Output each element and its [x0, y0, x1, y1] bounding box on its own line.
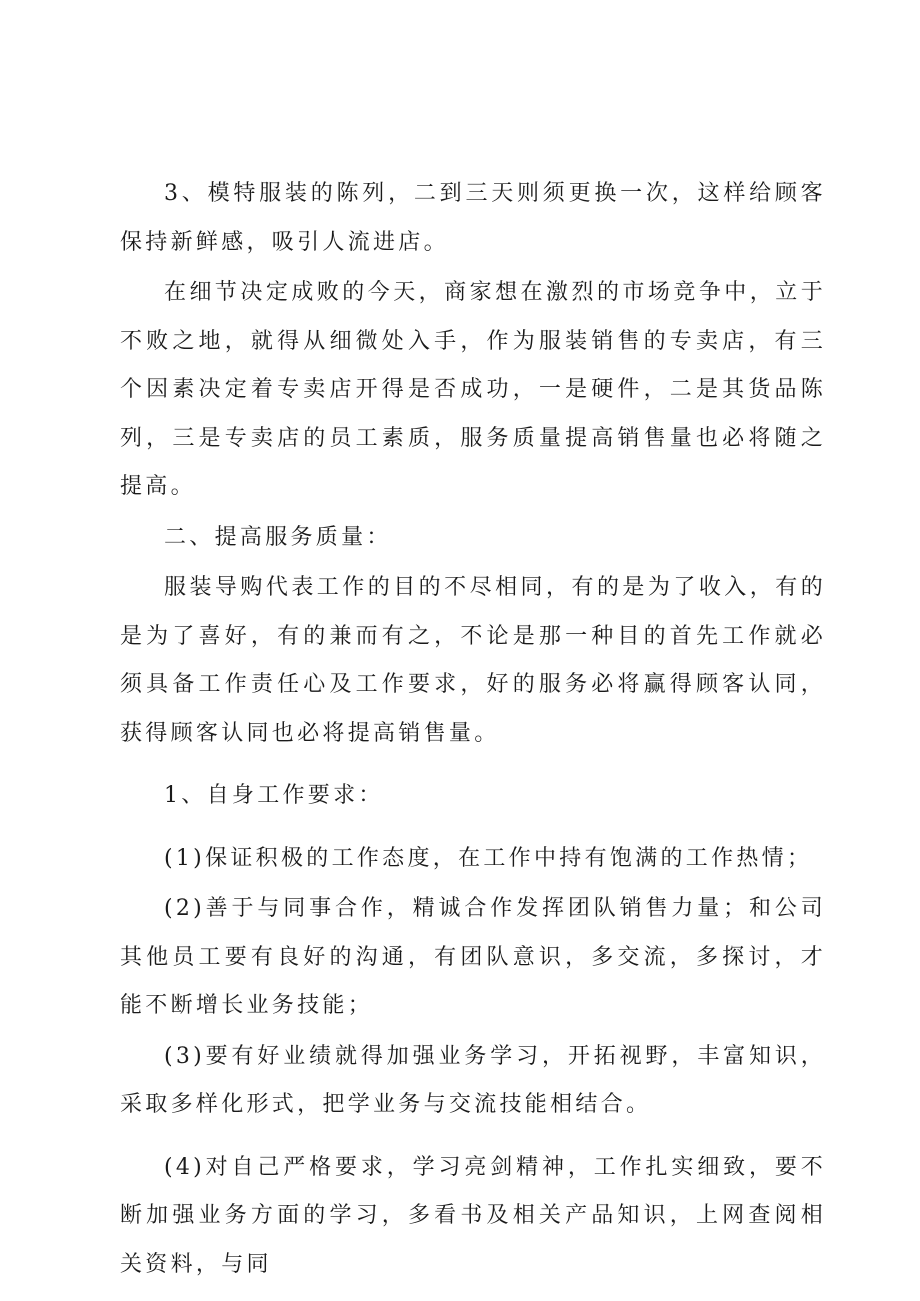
heading-improve-service-quality: 二、提高服务质量： — [164, 524, 392, 550]
list-item-1: (1)保证积极的工作态度，在工作中持有饱满的工作热情； — [164, 845, 813, 871]
heading-self-work-requirements: 1、自身工作要求： — [164, 783, 384, 808]
list-item-4: (4)对自己严格要求，学习亮剑精神，工作扎实细致，要不断加强业务方面的学习，多看书及相关产品知识，上网查阅相关资料，与同 — [120, 1154, 826, 1277]
paragraph-sales-guide-purpose: 服装导购代表工作的目的不尽相同，有的是为了收入，有的是为了喜好，有的兼而有之，不论是那一种目的首先工作就必须具备工作责任心及工作要求，好的服务必将赢得顾客认同，获得顾客认同也必将提高销售量。 — [120, 575, 826, 746]
list-item-2: (2)善于与同事合作，精诚合作发挥团队销售力量；和公司其他员工要有良好的沟通，有团队意识，多交流，多探讨，才能不断增长业务技能； — [120, 896, 826, 1018]
paragraph-details-decide-success: 在细节决定成败的今天，商家想在激烈的市场竞争中，立于不败之地，就得从细微处入手，作为服装销售的专卖店，有三个因素决定着专卖店开得是否成功，一是硬件，二是其货品陈列，三是专卖店的员工素质，服务质量提高销售量也必将随之提高。 — [120, 280, 826, 499]
list-item-3: (3)要有好业绩就得加强业务学习，开拓视野，丰富知识，采取多样化形式，把学业务与交流技能相结合。 — [120, 1043, 826, 1117]
paragraph-model-display: 3、模特服装的陈列，二到三天则须更换一次，这样给顾客保持新鲜感，吸引人流进店。 — [120, 181, 826, 255]
document-body — [120, 170, 826, 1289]
